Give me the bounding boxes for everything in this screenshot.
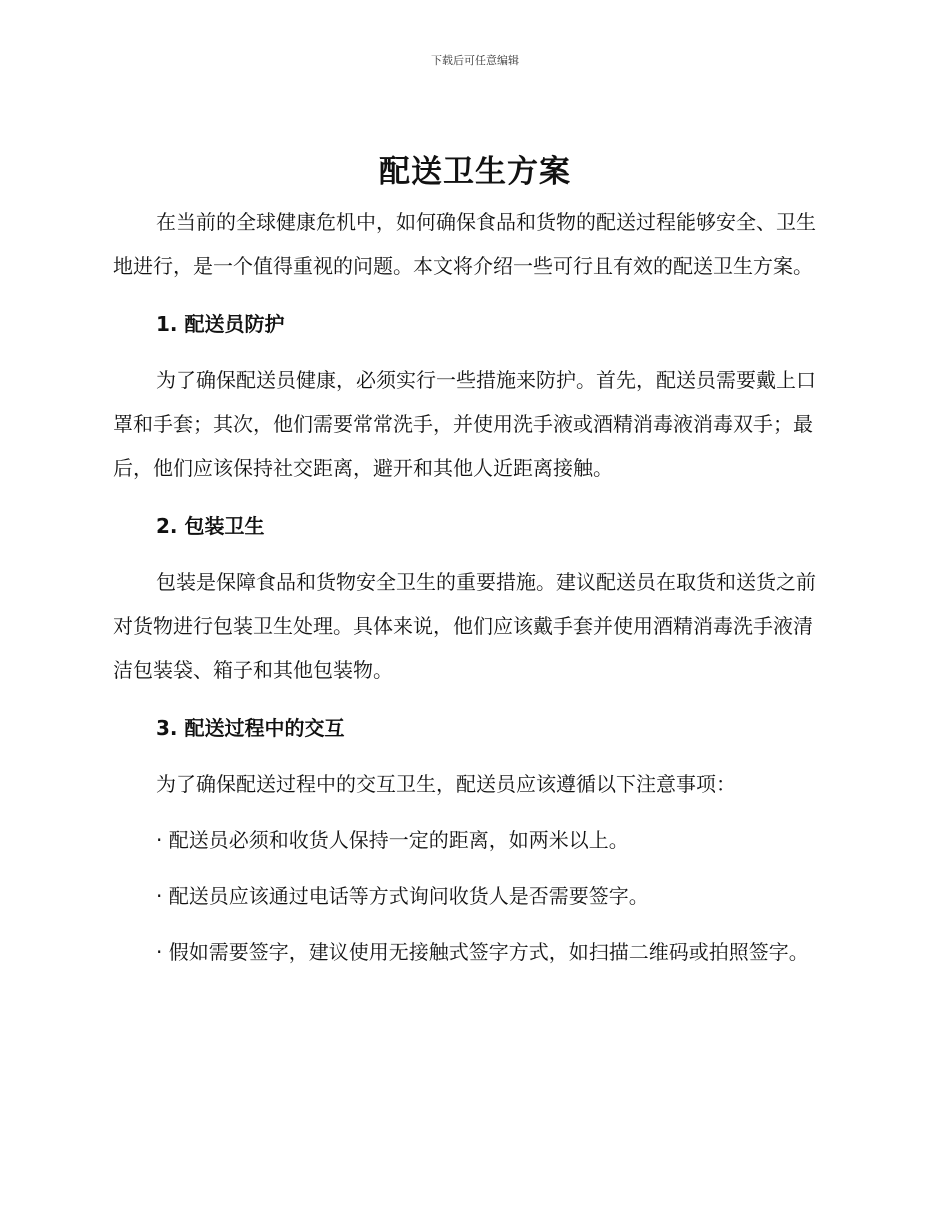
section-heading-1: 1. 配送员防护 [156,312,285,336]
document-body [113,200,831,974]
section-body-2: 包装是保障食品和货物安全卫生的重要措施。建议配送员在取货和送货之前对货物进行包装卫生处理。具体来说，他们应该戴手套并使用酒精消毒洗手液清洁包装袋、箱子和其他包装物。 [113,570,816,682]
section-body-1: 为了确保配送员健康，必须实行一些措施来防护。首先，配送员需要戴上口罩和手套；其次，他们需要常常洗手，并使用洗手液或酒精消毒液消毒双手；最后，他们应该保持社交距离，避开和其他人近距离接触。 [113,368,816,480]
bullet-item-1: · 配送员必须和收货人保持一定的距离，如两米以上。 [156,828,629,852]
bullet-item-3: · 假如需要签字，建议使用无接触式签字方式，如扫描二维码或拍照签字。 [156,940,809,964]
bullet-item-2: · 配送员应该通过电话等方式询问收货人是否需要签字。 [156,884,649,908]
section-heading-3: 3. 配送过程中的交互 [156,716,345,740]
header-note: 下载后可任意编辑 [431,54,519,67]
intro-paragraph: 在当前的全球健康危机中，如何确保食品和货物的配送过程能够安全、卫生地进行，是一个值得重视的问题。本文将介绍一些可行且有效的配送卫生方案。 [113,210,816,278]
document-title: 配送卫生方案 [379,154,571,190]
section-body-3: 为了确保配送过程中的交互卫生，配送员应该遵循以下注意事项： [156,772,736,796]
section-heading-2: 2. 包装卫生 [156,514,265,538]
